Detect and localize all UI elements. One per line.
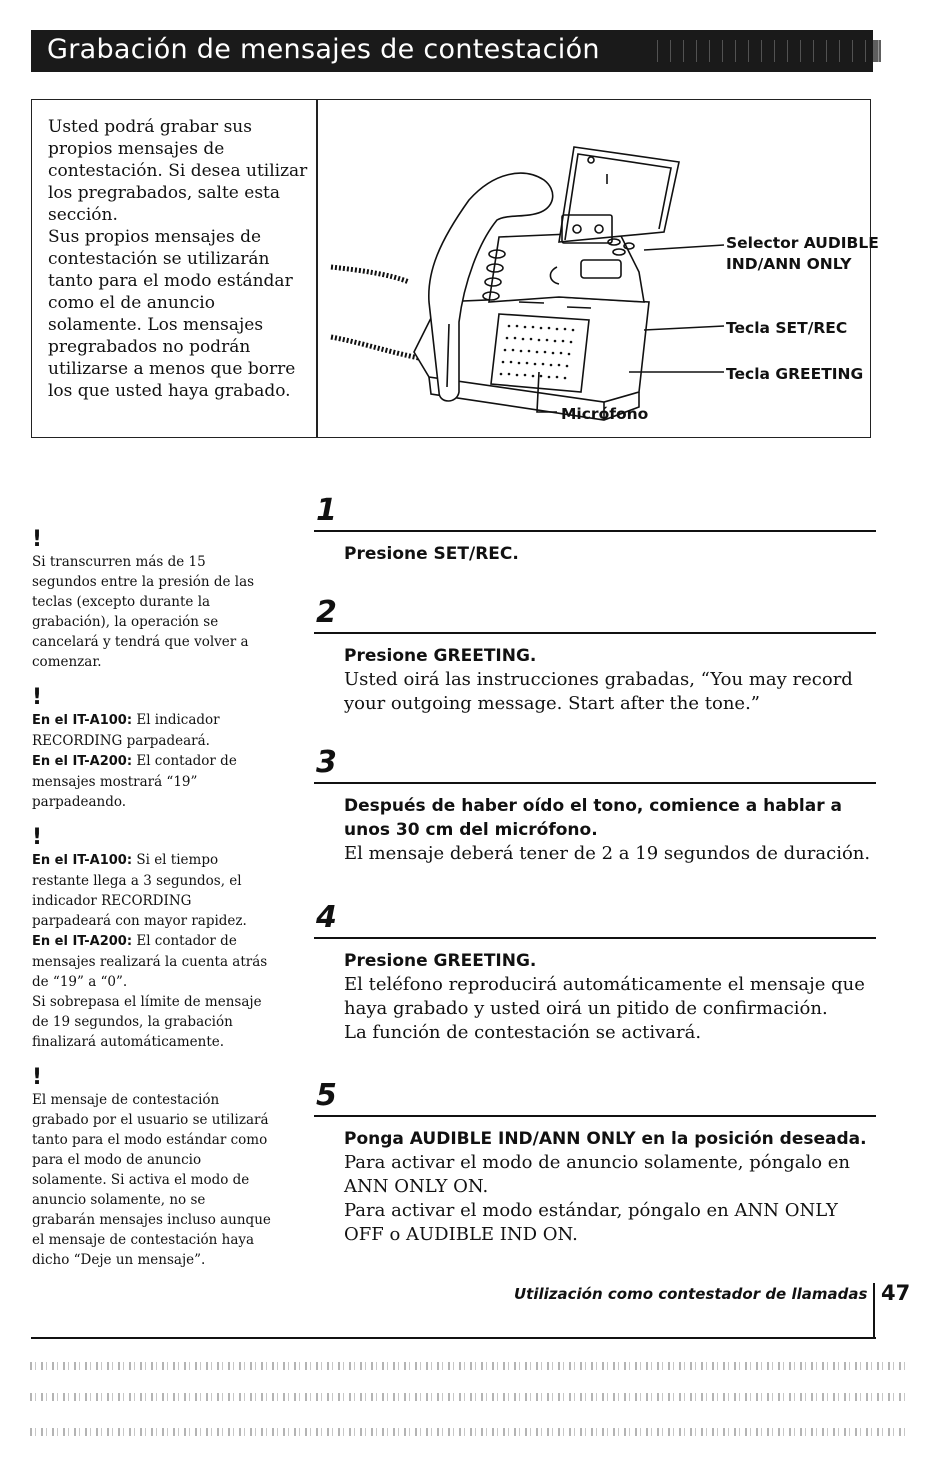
step-rule: [314, 1115, 876, 1117]
step-text: Para activar el modo estándar, póngalo en ANN ONLY OFF o AUDIBLE IND ON.: [344, 1200, 838, 1245]
step-heading: Presione SET/REC.: [344, 544, 519, 564]
note-label: En el IT-A200:: [32, 754, 133, 769]
step-5: [314, 1078, 876, 1247]
page-number: 47: [881, 1281, 911, 1305]
step-number: 4: [316, 900, 337, 935]
note-label: En el IT-A100:: [32, 853, 133, 868]
intro-paragraph: Sus propios mensajes de contestación se utilizarán tanto para el modo estándar como el de anuncio solamente. Los mensajes pregrabados no podrán utilizarse a menos que borre los que usted haya grabado.: [48, 227, 296, 401]
note-text: El contador de mensajes mostrará “19” parpadeando.: [32, 753, 237, 810]
scan-noise: [30, 1362, 910, 1370]
scan-noise: [30, 1428, 910, 1436]
step-body: [344, 973, 876, 1045]
step-number: 1: [316, 493, 337, 528]
step-rule: [314, 530, 876, 532]
intro-paragraph: Usted podrá grabar sus propios mensajes de contestación. Si desea utilizar los pregrabados, salte esta sección.: [48, 117, 308, 225]
step-rule: [314, 632, 876, 634]
footer-section-title: Utilización como contestador de llamadas: [514, 1285, 868, 1303]
step-body: [344, 668, 876, 716]
step-number: 5: [316, 1078, 337, 1113]
callout-setrec: Tecla SET/REC: [726, 319, 848, 337]
step-number: 3: [316, 745, 337, 780]
callout-selector-line1: Selector AUDIBLE: [726, 234, 879, 252]
step-body: [344, 1151, 876, 1247]
note-text: El mensaje de contestación grabado por el usuario se utilizará tanto para el modo estándar como para el modo de anuncio solamente. Si activa el modo de anuncio solamente, no se grabarán mensajes incluso aunque el mensaje de contestación haya dicho “Deje un mensaje”.: [32, 1092, 271, 1268]
step-text: Para activar el modo de anuncio solamente, póngalo en ANN ONLY ON.: [344, 1152, 851, 1197]
callout-selector: [726, 233, 879, 275]
page-title: Grabación de mensajes de contestación: [47, 34, 600, 65]
scan-noise: [30, 1393, 910, 1401]
step-rule: [314, 782, 876, 784]
phone-illustration: [319, 102, 879, 436]
intro-text: [48, 116, 308, 402]
step-2: [314, 595, 876, 745]
callout-greeting: Tecla GREETING: [726, 365, 864, 383]
note-text: El contador de mensajes realizará la cuenta atrás de “19” a “0”.: [32, 933, 268, 990]
note-text: Si sobrepasa el límite de mensaje de 19 segundos, la grabación finalizará automáticamente.: [32, 994, 262, 1050]
callout-microphone: Micrófono: [561, 405, 649, 423]
title-bar: [31, 30, 873, 72]
note-text: El indicador RECORDING parpadeará.: [32, 712, 220, 749]
note-line: [32, 710, 272, 751]
step-body: [344, 842, 876, 866]
bottom-rule: [31, 1337, 876, 1339]
note: [32, 1066, 272, 1270]
intro-divider: [316, 100, 318, 437]
steps: [314, 493, 876, 1247]
step-heading: Presione GREETING.: [344, 646, 537, 666]
exclamation-icon: !: [32, 1065, 43, 1090]
note-label: En el IT-A200:: [32, 934, 133, 949]
note: [32, 686, 272, 812]
page-number-separator: [873, 1283, 875, 1339]
note: [32, 528, 272, 672]
step-rule: [314, 937, 876, 939]
note-label: En el IT-A100:: [32, 713, 133, 728]
side-notes: [32, 528, 272, 1284]
step-4: [314, 900, 876, 1078]
note-line: [32, 850, 272, 931]
step-text: Usted oirá las instrucciones grabadas, “You may record your outgoing message. Start after the tone.”: [344, 669, 853, 714]
note-line: [32, 751, 272, 812]
intro-box: [31, 99, 879, 438]
callout-selector-line2: IND/ANN ONLY: [726, 255, 852, 273]
step-heading: Después de haber oído el tono, comience a hablar a unos 30 cm del micrófono.: [344, 796, 842, 840]
step-3: [314, 745, 876, 900]
note-text: Si el tiempo restante llega a 3 segundos, el indicador RECORDING parpadeará con mayor rapidez.: [32, 852, 247, 929]
step-text: El mensaje deberá tener de 2 a 19 segundos de duración.: [344, 843, 871, 864]
note-text: Si transcurren más de 15 segundos entre la presión de las teclas (excepto durante la grabación), la operación se cancelará y tendrá que volver a comenzar.: [32, 554, 255, 670]
step-text: La función de contestación se activará.: [344, 1022, 702, 1043]
step-number: 2: [316, 595, 337, 630]
exclamation-icon: !: [32, 527, 43, 552]
step-heading: Ponga AUDIBLE IND/ANN ONLY en la posición deseada.: [344, 1129, 867, 1149]
note: [32, 826, 272, 1052]
exclamation-icon: !: [32, 825, 43, 850]
step-1: [314, 493, 876, 595]
step-text: El teléfono reproducirá automáticamente el mensaje que haya grabado y usted oirá un pitido de confirmación.: [344, 974, 865, 1019]
step-heading: Presione GREETING.: [344, 951, 537, 971]
exclamation-icon: !: [32, 685, 43, 710]
note-line: [32, 931, 272, 992]
scan-smudge: [651, 40, 881, 62]
